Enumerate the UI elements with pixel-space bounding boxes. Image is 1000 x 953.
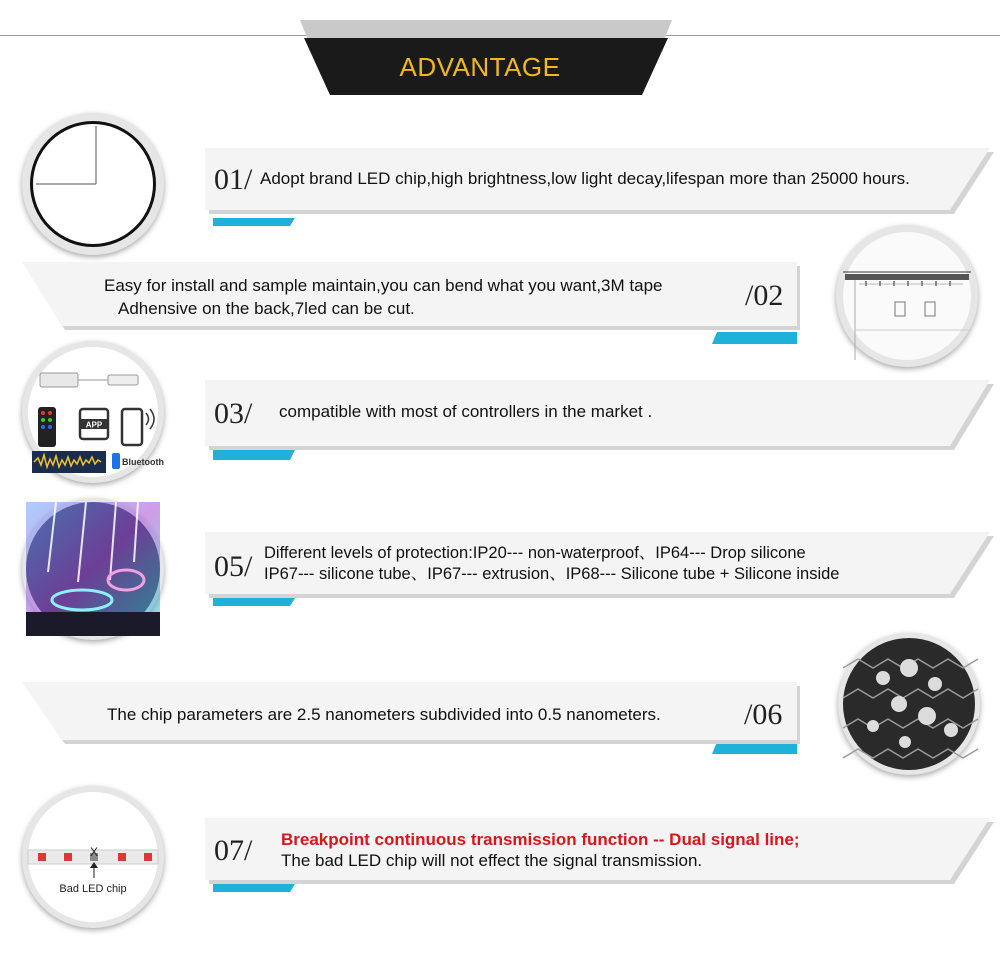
item-text-01: Adopt brand LED chip,high brightness,low light decay,lifespan more than 25000 hours. <box>260 169 910 188</box>
item-number-05: 05/ <box>214 550 253 583</box>
clock-icon <box>33 124 159 250</box>
item-number-07: 07/ <box>214 834 253 867</box>
item-text-02a: Easy for install and sample maintain,you can bend what you want,3M tape <box>104 276 663 295</box>
item-highlight-07: Breakpoint continuous transmission function -- Dual signal line; <box>281 830 800 849</box>
circle-image-02 <box>836 225 978 367</box>
item-number-02: /02 <box>745 279 784 312</box>
controllers-icon <box>28 347 164 477</box>
page-title: ADVANTAGE <box>399 52 561 82</box>
circle-image-07 <box>22 786 164 928</box>
chip-strip-icon <box>28 792 158 922</box>
item-text-05a: Different levels of protection:IP20--- non-waterproof、IP64--- Drop silicone <box>264 544 806 562</box>
item-number-06: /06 <box>744 698 783 731</box>
nano-structure-icon <box>843 638 975 770</box>
item-text-05b: IP67--- silicone tube、IP67--- extrusion、IP68--- Silicone tube + Silicone inside <box>264 565 840 583</box>
header-banner <box>0 0 1000 100</box>
app-label: APP <box>85 420 103 430</box>
circle-image-01 <box>22 113 164 255</box>
bad-chip-caption: Bad LED chip <box>59 883 127 895</box>
item-text-07: The bad LED chip will not effect the signal transmission. <box>281 851 703 870</box>
circle-image-05 <box>22 498 164 640</box>
circle-image-03 <box>22 341 164 483</box>
waterproof-strip-icon <box>26 502 160 636</box>
circle-image-06 <box>838 633 980 775</box>
item-text-03: compatible with most of controllers in the market . <box>279 402 653 421</box>
item-number-03: 03/ <box>214 397 253 430</box>
item-text-06: The chip parameters are 2.5 nanometers subdivided into 0.5 nanometers. <box>107 705 661 724</box>
item-number-01: 01/ <box>214 163 253 196</box>
cabinet-install-icon <box>843 232 971 360</box>
bluetooth-label: Bluetooth <box>122 457 164 467</box>
bad-chip-mark: X <box>89 845 99 859</box>
item-text-02b: Adhensive on the back,7led can be cut. <box>118 299 415 318</box>
